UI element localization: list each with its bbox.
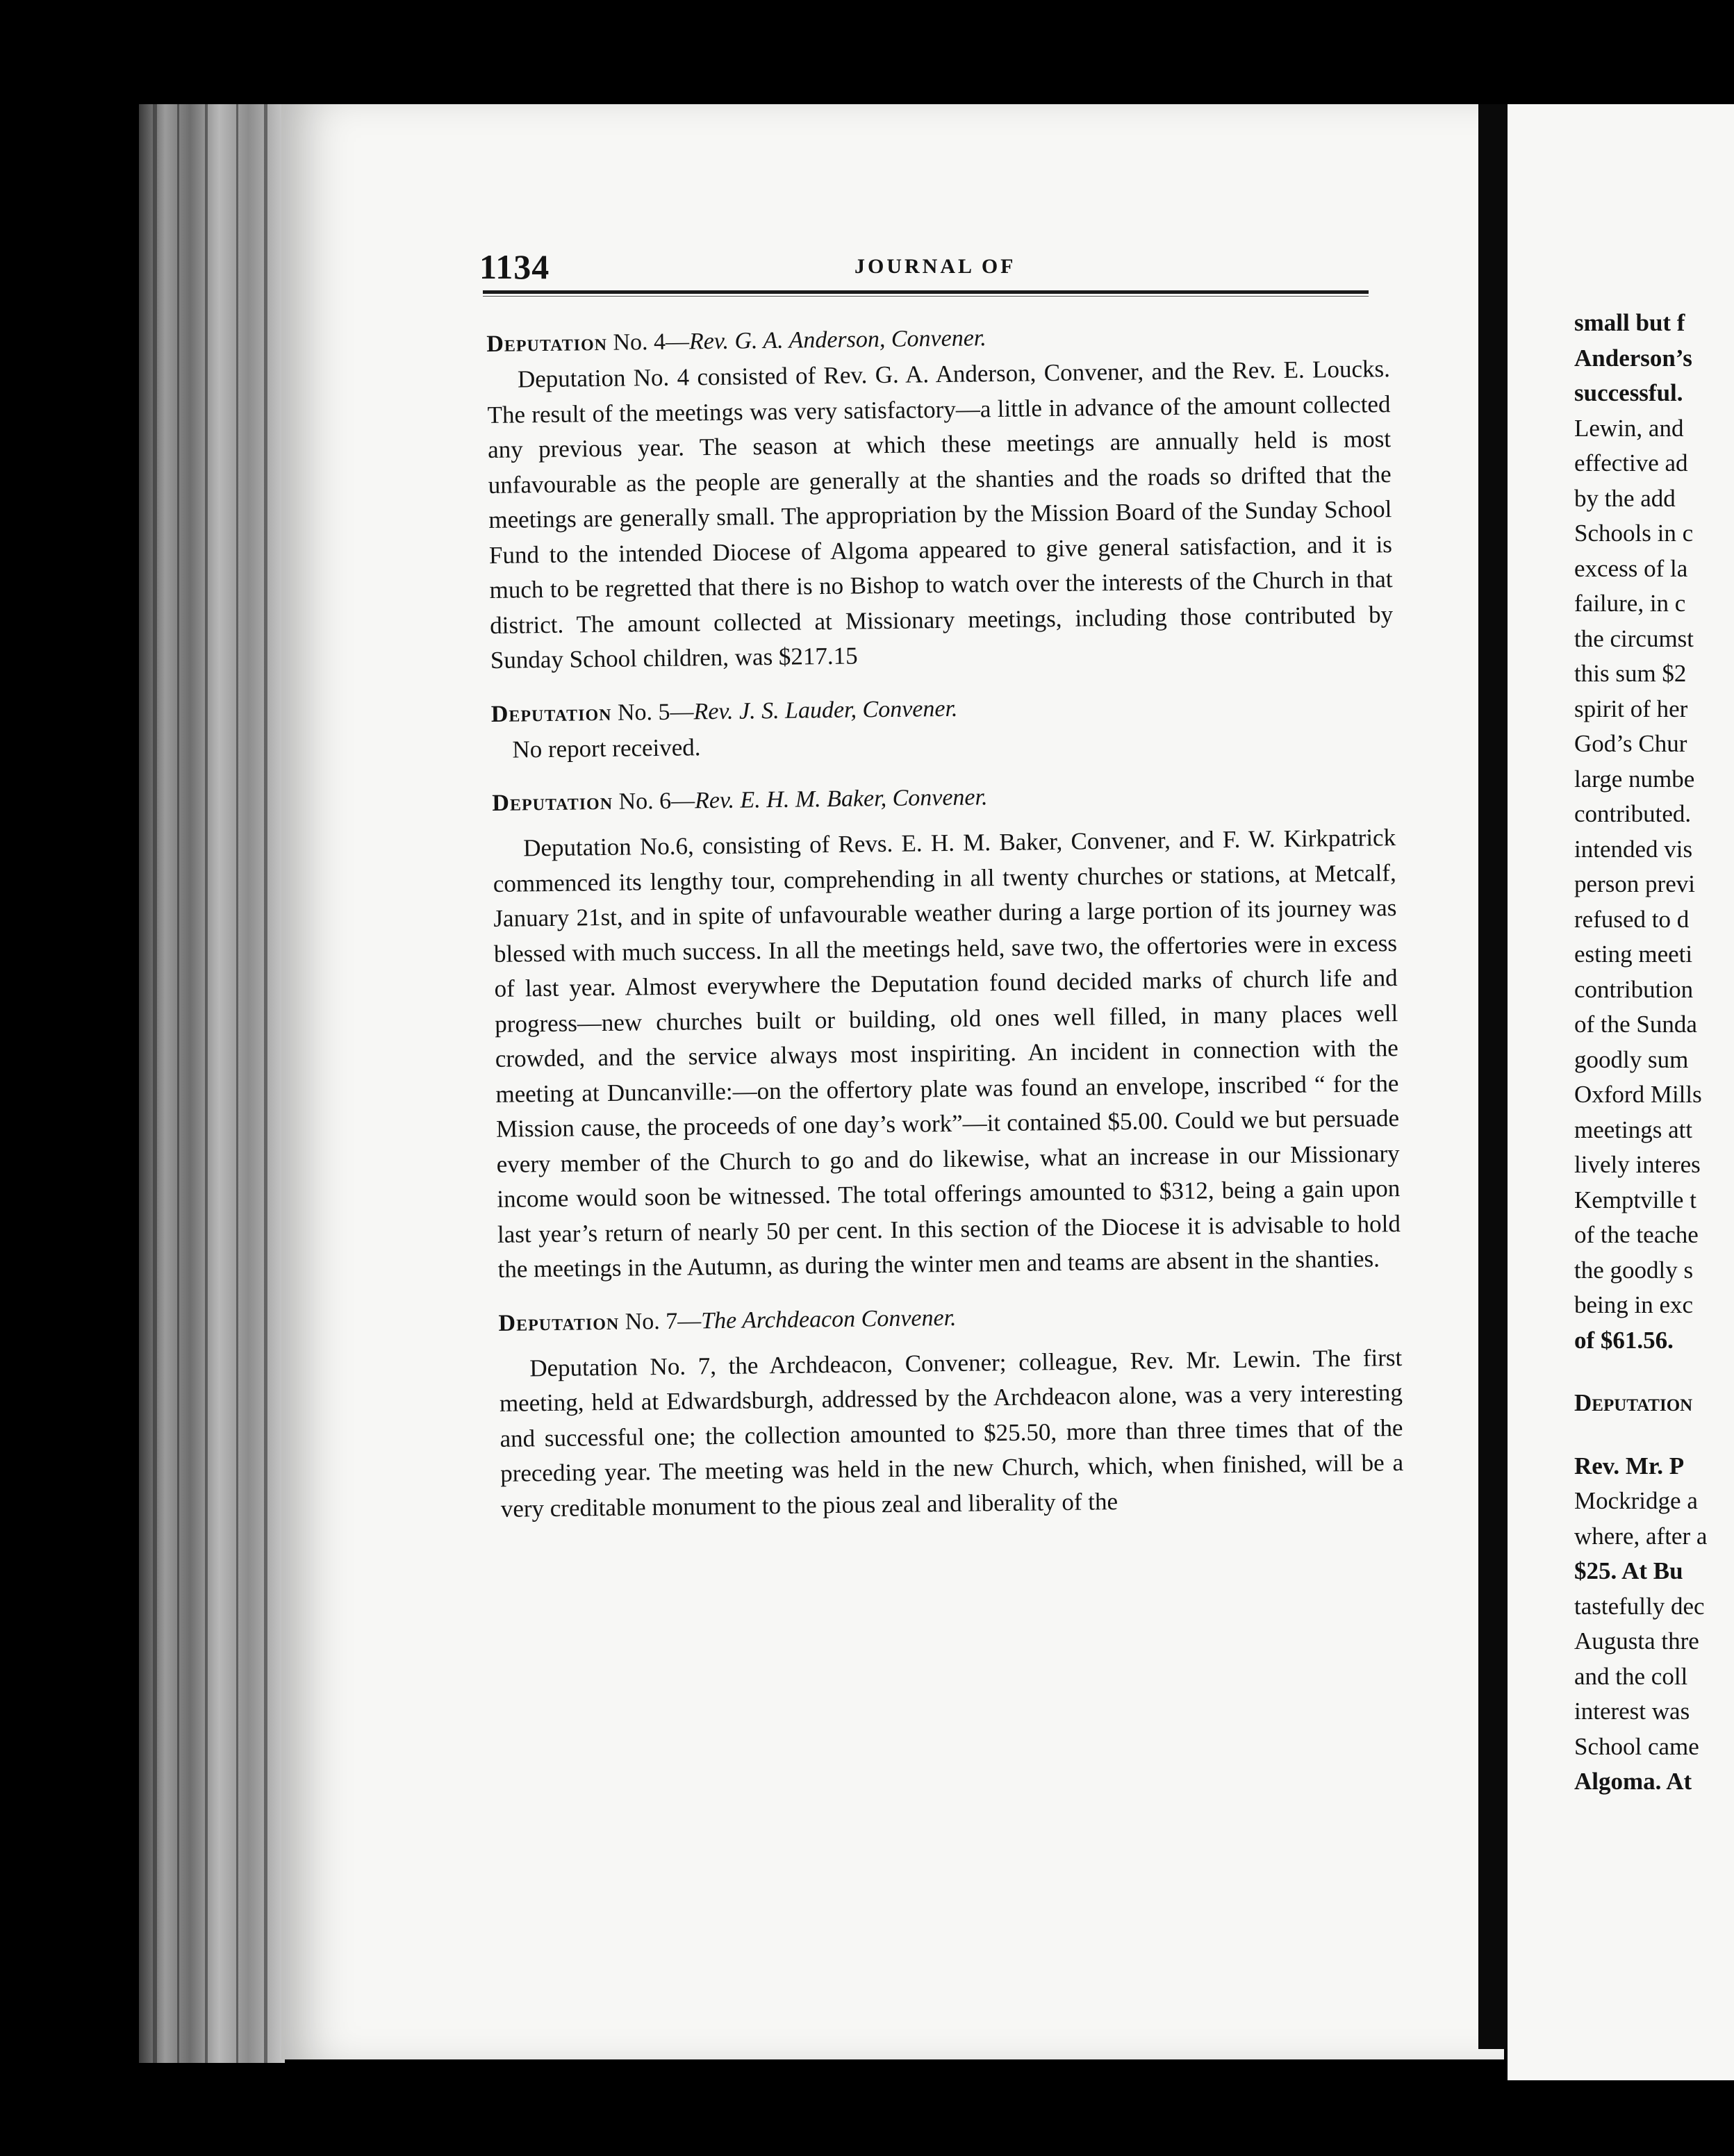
right-page-line: Anderson’s bbox=[1574, 344, 1692, 372]
section-deputation-5 bbox=[491, 686, 1395, 768]
right-page-line: contributed. bbox=[1574, 800, 1692, 827]
right-page-line: person previ bbox=[1574, 870, 1695, 897]
right-page-line: Lewin, and bbox=[1574, 414, 1684, 442]
heading-label: Deputation bbox=[492, 788, 613, 816]
page-number: 1134 bbox=[479, 247, 550, 286]
right-page-line: $25. At Bu bbox=[1574, 1557, 1683, 1584]
right-page-line: Augusta thre bbox=[1574, 1627, 1699, 1655]
left-page-body bbox=[486, 315, 1404, 1527]
running-title: JOURNAL OF bbox=[854, 255, 1016, 278]
right-page-line: of $61.56. bbox=[1574, 1326, 1674, 1354]
heading-number: No. 4— bbox=[613, 329, 690, 356]
right-page-line: Deputation bbox=[1574, 1389, 1693, 1416]
section-paragraph: No report received. bbox=[512, 733, 701, 763]
right-page-line: Kemptville t bbox=[1574, 1186, 1696, 1213]
right-page-line: Algoma. At bbox=[1574, 1768, 1692, 1795]
section-paragraph: Deputation No.6, consisting of Revs. E. H. M. Baker, Convener, and F. W. Kirkpatrick commenced its lengthy tour, comprehending in all twenty churches or stations, at Metcalf, January 21st, and in spite of unfavourable weather during a large portion of its journey was blessed with much success. In all the meetings held, save two, the offertories were in excess of last year. Almost everywhere the Deputation found decided marks of church life and progress—new churches built or building, old ones well filled, in many places well crowded, and the service always most inspiriting. An incident in connection with the meeting at Duncanville:—on the offertory plate was found an envelope, inscribed “ for the Mission cause, the proceeds of one day’s work”—it contained $5.00. Could we but persuade every member of the Church to go and do likewise, what an increase in our Missionary income would soon be witnessed. The total offerings amounted to $312, being a gain upon last year’s return of nearly 50 per cent. In this section of the Diocese it is advisable to hold the meetings in the Autumn, as during the winter men and teams are absent in the shanties. bbox=[493, 824, 1401, 1283]
heading-label: Deputation bbox=[498, 1309, 620, 1336]
right-page-line: and the coll bbox=[1574, 1662, 1688, 1690]
right-page-line: of the teache bbox=[1574, 1221, 1699, 1248]
right-page-line: Rev. Mr. P bbox=[1574, 1452, 1685, 1479]
right-page-line: tastefully dec bbox=[1574, 1592, 1705, 1620]
right-page-line: this sum $2 bbox=[1574, 660, 1687, 687]
heading-convener: Rev. G. A. Anderson, Convener. bbox=[688, 325, 986, 355]
right-page-line: the goodly s bbox=[1574, 1256, 1694, 1284]
right-page-line: Mockridge a bbox=[1574, 1487, 1698, 1514]
right-page-line: effective ad bbox=[1574, 449, 1688, 476]
right-page-line bbox=[1574, 1421, 1734, 1449]
right-page-line: School came bbox=[1574, 1732, 1699, 1760]
right-page-line bbox=[1574, 1358, 1734, 1386]
heading-convener: The Archdeacon Convener. bbox=[701, 1304, 957, 1334]
right-page-line: by the add bbox=[1574, 484, 1676, 512]
right-page-line: large numbe bbox=[1574, 765, 1695, 793]
heading-convener: Rev. J. S. Lauder, Convener. bbox=[693, 695, 958, 724]
header-rule bbox=[483, 290, 1369, 294]
page-header bbox=[479, 247, 1376, 295]
right-page-line: interest was bbox=[1574, 1698, 1690, 1725]
right-page-line: Oxford Mills bbox=[1574, 1081, 1702, 1108]
right-page-line: goodly sum bbox=[1574, 1045, 1689, 1073]
heading-label: Deputation bbox=[490, 699, 612, 727]
section-deputation-4 bbox=[486, 315, 1394, 678]
right-page-line: refused to d bbox=[1574, 905, 1690, 933]
section-paragraph: Deputation No. 4 consisted of Rev. G. A. Anderson, Convener, and the Rev. E. Loucks. The result of the meetings was very satisfactory—a little in advance of the amount collected any previous year. The season at which these meetings are annually held is most unfavourable as the people are generally at the shanties and the roads so drifted that the meetings are generally small. The appropriation by the Mission Board of the Sunday School Fund to the intended Diocese of Algoma appeared to give general satisfaction, and it is much to be regretted that there is no Bishop to watch over the interests of the Church in that district. The amount collected at Missionary meetings, including those contributed by Sunday School children, was $217.15 bbox=[487, 355, 1394, 674]
right-page-line: small but f bbox=[1574, 309, 1685, 336]
right-page-line: intended vis bbox=[1574, 835, 1693, 863]
section-deputation-6 bbox=[492, 774, 1401, 1287]
right-page-line: where, after a bbox=[1574, 1522, 1708, 1550]
right-page-text bbox=[1574, 306, 1734, 1800]
heading-convener: Rev. E. H. M. Baker, Convener. bbox=[694, 784, 988, 814]
right-page-line: meetings att bbox=[1574, 1116, 1693, 1143]
right-page-line: God’s Chur bbox=[1574, 730, 1687, 757]
right-page-line: the circumst bbox=[1574, 624, 1694, 652]
section-deputation-7 bbox=[498, 1295, 1404, 1527]
section-paragraph: Deputation No. 7, the Archdeacon, Convener; colleague, Rev. Mr. Lewin. The first meeting, held at Edwardsburgh, addressed by the Archdeacon alone, was a very interesting and successful one; the collection amounted to $25.50, more than three times that of the preceding year. The meeting was held in the new Church, which, when finished, will be a very creditable monument to the pious zeal and liberality of the bbox=[499, 1343, 1404, 1523]
right-page-line: esting meeti bbox=[1574, 940, 1693, 968]
book-page-edges bbox=[139, 104, 285, 2063]
right-page-line: Schools in c bbox=[1574, 520, 1694, 547]
right-page-line: excess of la bbox=[1574, 554, 1688, 582]
right-page-line: of the Sunda bbox=[1574, 1011, 1697, 1038]
right-page-line: failure, in c bbox=[1574, 590, 1686, 617]
book-gutter bbox=[1478, 104, 1510, 2049]
right-page-line: spirit of her bbox=[1574, 695, 1688, 722]
heading-number: No. 5— bbox=[617, 698, 694, 726]
heading-number: No. 6— bbox=[618, 788, 695, 815]
header-rule-thin bbox=[483, 296, 1369, 297]
heading-label: Deputation bbox=[486, 329, 608, 357]
right-page-line: lively interes bbox=[1574, 1151, 1701, 1178]
right-page-line: contribution bbox=[1574, 975, 1694, 1003]
right-page-line: being in exc bbox=[1574, 1291, 1694, 1318]
heading-number: No. 7— bbox=[625, 1307, 702, 1335]
right-page bbox=[1508, 104, 1734, 2080]
right-page-line: successful. bbox=[1574, 379, 1683, 406]
